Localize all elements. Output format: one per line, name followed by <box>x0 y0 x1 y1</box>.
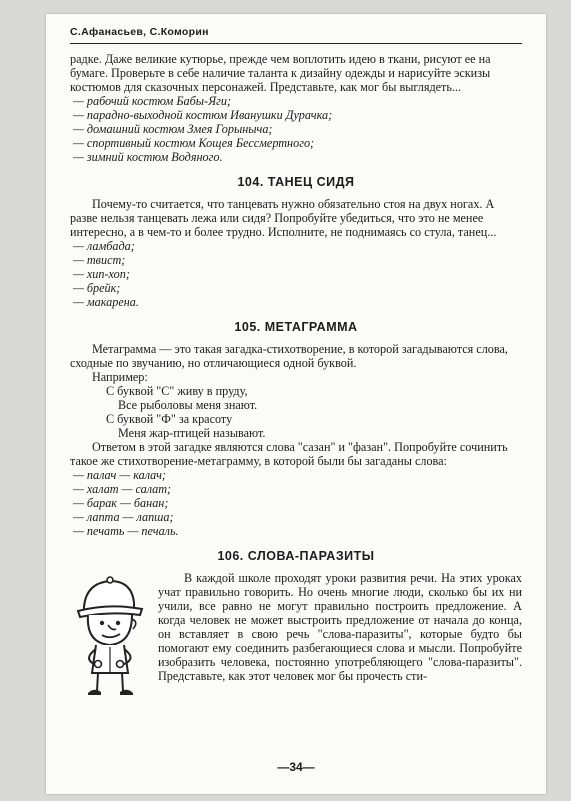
page-content <box>70 52 522 683</box>
list-item: — лапта — лапша; <box>73 510 174 524</box>
list-item: — рабочий костюм Бабы-Яги; <box>73 94 232 108</box>
section-106-paragraph: В каждой школе проходят уроки развития речи. На этих уроках учат правильно говорить. Но очень многие люди, сколько бы их ни учили, все равно не могут правильно построить предложение. А когда человек не может выстроить предложение от начала до конца, он вставляет в свою речь "слова-паразиты", которые будто бы помогают ему соединить разбегающиеся слова и мысли. Попробуйте изобразить человека, постоянно употребляющего "слова-паразиты". Представьте, как этот человек мог бы прочесть сти- <box>158 571 522 683</box>
book-page <box>46 14 546 794</box>
section-106-text <box>158 571 522 683</box>
list-item: — спортивный костюм Кощея Бессмертного; <box>73 136 315 150</box>
list-item: — брейк; <box>73 281 121 295</box>
list-item: — печать — печаль. <box>73 524 179 538</box>
list-item: — парадно-выходной костюм Иванушки Дурачка; <box>73 108 333 122</box>
example-label: Например: <box>92 370 148 384</box>
list-item: — халат — салат; <box>73 482 172 496</box>
list-item: — твист; <box>73 253 126 267</box>
section-104-list <box>70 239 522 309</box>
list-item: — барак — банан; <box>73 496 169 510</box>
section-104-paragraph: Почему-то считается, что танцевать нужно обязательно стоя на двух ногах. А разве нельзя танцевать лежа или сидя? Попробуйте убедиться, что это не менее интересно, а в чем-то и более трудно. Исполните, не поднимаясь со стула, танец... <box>70 197 497 239</box>
list-item: — макарена. <box>73 295 139 309</box>
verse-line: С буквой "Ф" за красоту <box>106 412 233 426</box>
section-105-list <box>70 468 522 538</box>
list-item: — палач — калач; <box>73 468 166 482</box>
section-104-title: 104. ТАНЕЦ СИДЯ <box>237 175 355 189</box>
metagram-verse <box>70 384 522 440</box>
section-106-title: 106. СЛОВА-ПАРАЗИТЫ <box>217 549 375 563</box>
list-item: — домашний костюм Змея Горыныча; <box>73 122 273 136</box>
section-105-title: 105. МЕТАГРАММА <box>234 320 358 334</box>
verse-line: С буквой "С" живу в пруду, <box>106 384 248 398</box>
list-item: — хип-хоп; <box>73 267 130 281</box>
page-number: —34— <box>277 760 315 774</box>
verse-line: Меня жар-птицей называют. <box>118 426 266 440</box>
list-item: — ламбада; <box>73 239 135 253</box>
cartoon-boy-illustration <box>70 573 148 699</box>
section-105-answer: Ответом в этой загадке являются слова "сазан" и "фазан". Попробуйте сочинить такое же стихотворение-метаграмму, в которой были бы загаданы слова: <box>70 440 508 468</box>
intro-paragraph: радке. Даже великие кутюрье, прежде чем воплотить идею в ткани, рисуют ее на бумаге. Проверьте в себе наличие таланта к дизайну одежды и нарисуйте эскизы костюмов для сказочных персонажей. Представьте, как мог бы выглядеть... <box>70 52 491 94</box>
section-106-body <box>70 571 522 683</box>
list-item: — зимний костюм Водяного. <box>73 150 223 164</box>
section-105-paragraph: Метаграмма — это такая загадка-стихотворение, в которой загадываются слова, сходные по звучанию, но отличающиеся одной буквой. <box>70 342 508 370</box>
intro-list <box>70 94 522 164</box>
running-header: С.Афанасьев, С.Коморин <box>70 26 522 44</box>
verse-line: Все рыболовы меня знают. <box>118 398 258 412</box>
